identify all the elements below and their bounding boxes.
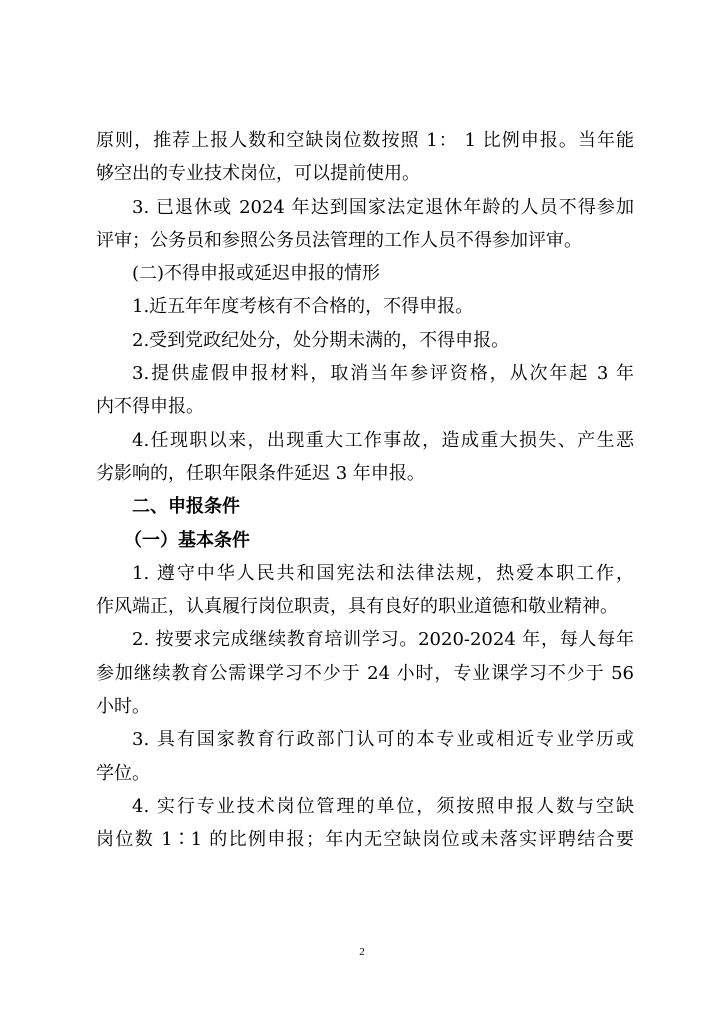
text-line: (二)不得申报或延迟申报的情形 <box>132 263 381 285</box>
text-line: 原则，推荐上报人数和空缺岗位数按照 1： 1 比例申报。当年能 <box>96 130 634 151</box>
text-line: 劣影响的，任职年限条件延迟 3 年申报。 <box>96 462 425 484</box>
page-number: 2 <box>359 946 365 958</box>
text-line: 参加继续教育公需课学习不少于 24 小时，专业课学习不少于 56 <box>96 662 634 684</box>
text-line: 岗位数 1∶1 的比例申报；年内无空缺岗位或未落实评聘结合要 <box>96 829 634 851</box>
text-line: 3.提供虚假申报材料，取消当年参评资格，从次年起 3 年 <box>132 363 634 385</box>
text-line: 4. 实行专业技术岗位管理的单位，须按照申报人数与空缺 <box>132 795 634 817</box>
text-line: 4.任现职以来，出现重大工作事故，造成重大损失、产生恶 <box>132 429 634 451</box>
text-line: 评审；公务员和参照公务员法管理的工作人员不得参加评审。 <box>96 229 582 251</box>
text-line: 学位。 <box>96 762 150 784</box>
text-line: 3. 具有国家教育行政部门认可的本专业或相近专业学历或 <box>132 729 634 751</box>
text-line: 2. 按要求完成继续教育培训学习。2020-2024 年，每人每年 <box>132 629 634 651</box>
text-line: 3. 已退休或 2024 年达到国家法定退休年龄的人员不得参加 <box>132 196 634 218</box>
body-text <box>96 124 634 857</box>
text-line: 小时。 <box>96 696 150 718</box>
text-line: 够空出的专业技术岗位，可以提前使用。 <box>96 163 420 185</box>
text-line: 作风端正，认真履行岗位职责，具有良好的职业道德和敬业精神。 <box>96 596 618 618</box>
text-line: 1.近五年年度考核有不合格的，不得申报。 <box>132 296 474 318</box>
text-line: 1. 遵守中华人民共和国宪法和法律法规，热爱本职工作， <box>132 562 634 584</box>
section-heading: 二、申报条件 <box>132 496 240 518</box>
text-line: 2.受到党政纪处分，处分期未满的，不得申报。 <box>132 329 510 351</box>
text-line: 内不得申报。 <box>96 396 204 418</box>
subsection-heading: （一）基本条件 <box>124 529 250 551</box>
